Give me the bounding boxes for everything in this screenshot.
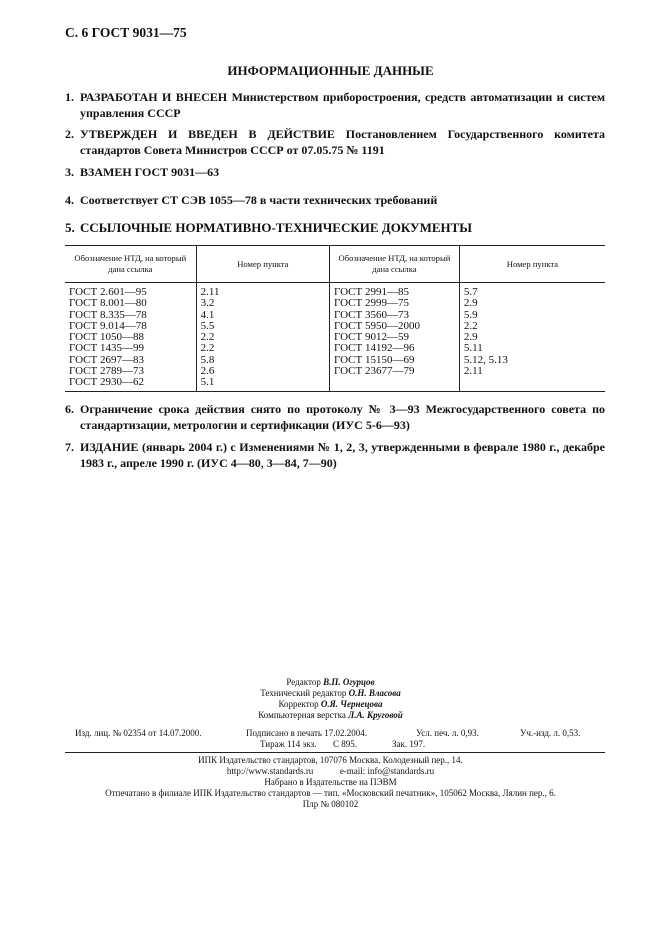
cell-clause: 2.2 xyxy=(463,319,478,332)
item-lead: ССЫЛОЧНЫЕ НОРМАТИВНО-ТЕХНИЧЕСКИЕ ДОКУМЕНТЫ xyxy=(80,220,473,235)
corrector-credit xyxy=(0,699,661,710)
cell-ntd: ГОСТ 23677—79 xyxy=(330,366,460,377)
table-row xyxy=(65,283,605,299)
tech-editor-credit xyxy=(0,688,661,699)
item-number: 5. xyxy=(65,220,75,235)
license-info: Изд. лиц. № 02354 от 14.07.2000. xyxy=(75,728,202,738)
table-header-row xyxy=(65,246,605,283)
info-item-4 xyxy=(65,193,605,209)
cell-ntd xyxy=(330,377,460,391)
website-link[interactable]: http://www.standards.ru xyxy=(226,766,314,776)
table-row xyxy=(65,366,605,377)
cell-ntd: ГОСТ 1050—88 xyxy=(65,332,196,343)
cell-ntd: ГОСТ 8.001—80 xyxy=(65,298,196,309)
layout-credit xyxy=(0,710,661,721)
cell-ntd: ГОСТ 9012—59 xyxy=(330,332,460,343)
info-item-7 xyxy=(65,440,605,471)
item-text: (январь 2004 г.) с Изменениями № 1, 2, 3, утвержденными в феврале 1980 г., декабре 1983 г., апреле 1990 г. (ИУС 4—80, 3—84, 7—90) xyxy=(80,440,605,470)
table-row xyxy=(65,298,605,309)
cell-clause: 2.11 xyxy=(463,365,483,378)
info-item-3 xyxy=(65,165,605,181)
order-number: Зак. 197. xyxy=(392,739,426,749)
cell-clause: 5.7 xyxy=(463,286,478,298)
cell-clause: 5.12, 5.13 xyxy=(463,353,508,366)
cell-ntd: ГОСТ 2930—62 xyxy=(65,377,196,391)
page-title: ИНФОРМАЦИОННЫЕ ДАННЫЕ xyxy=(227,63,434,78)
item-lead: ВЗАМЕН ГОСТ 9031—63 xyxy=(80,165,220,179)
cell-clause: 2.9 xyxy=(463,297,478,310)
credit-role: Корректор xyxy=(278,699,319,709)
cell-ntd: ГОСТ 8.335—78 xyxy=(65,310,196,321)
item-text: Ограничение срока действия снято по протоколу № 3—93 Межгосударственного совета по стандартизации, метрологии и сертификации (ИУС 5-6—93) xyxy=(80,402,605,432)
publisher-sheets: Уч.-изд. л. 0,53. xyxy=(520,728,581,738)
cell-clause: 5.11 xyxy=(463,342,483,355)
cell-ntd: ГОСТ 2999—75 xyxy=(330,298,460,309)
cell-clause: 5.9 xyxy=(463,308,478,321)
credit-role: Технический редактор xyxy=(260,688,347,698)
cell-clause: 2.2 xyxy=(196,332,329,343)
col-header-ntd-right: Обозначение НТД, на который дана ссылка xyxy=(330,246,460,283)
cell-ntd: ГОСТ 3560—73 xyxy=(330,310,460,321)
item-number: 1. xyxy=(65,90,74,104)
cell-clause: 2.9 xyxy=(463,331,478,344)
col-header-clause-right: Номер пункта xyxy=(459,246,605,283)
info-item-2 xyxy=(65,127,605,158)
credit-name: Л.А. Круговой xyxy=(348,710,403,720)
plr-number: Плр № 080102 xyxy=(302,799,359,809)
order-code: С 895. xyxy=(333,739,358,749)
credit-name: В.П. Огурцов xyxy=(323,677,375,687)
item-number: 2. xyxy=(65,127,74,141)
cell-ntd: ГОСТ 14192—96 xyxy=(330,343,460,354)
credit-role: Компьютерная верстка xyxy=(258,710,346,720)
cell-clause xyxy=(459,377,605,391)
cell-ntd: ГОСТ 1435—99 xyxy=(65,343,196,354)
item-lead: РАЗРАБОТАН И ВНЕСЕН xyxy=(80,90,228,104)
info-item-6 xyxy=(65,402,605,433)
item-number: 7. xyxy=(65,440,74,454)
cell-clause: 5.1 xyxy=(196,377,329,391)
email-link[interactable]: e-mail: info@standards.ru xyxy=(339,766,435,776)
cell-ntd: ГОСТ 2.601—95 xyxy=(65,283,196,299)
cell-clause: 4.1 xyxy=(196,310,329,321)
item-lead: ИЗДАНИЕ xyxy=(80,440,139,454)
publisher-address: ИПК Издательство стандартов, 107076 Москва, Колодезный пер., 14. xyxy=(198,755,463,765)
editor-credit xyxy=(0,677,661,688)
item-text: Соответствует СТ СЭВ 1055—78 в части технических требований xyxy=(80,193,438,207)
cell-clause: 5.8 xyxy=(196,355,329,366)
page-header: С. 6 ГОСТ 9031—75 xyxy=(65,25,187,40)
cell-ntd: ГОСТ 15150—69 xyxy=(330,355,460,366)
info-item-1 xyxy=(65,90,605,121)
cell-clause: 2.6 xyxy=(196,366,329,377)
credit-name: О.Н. Власова xyxy=(348,688,401,698)
publisher-contacts xyxy=(0,766,661,777)
references-table xyxy=(65,245,605,392)
item-text: Постановлением Государственного комитета стандартов Совета Министров СССР от 07.05.75 № 1191 xyxy=(80,127,606,157)
cell-clause: 5.5 xyxy=(196,321,329,332)
cell-ntd: ГОСТ 5950—2000 xyxy=(330,321,460,332)
item-number: 3. xyxy=(65,165,74,179)
typeset-note: Набрано в Издательстве на ПЭВМ xyxy=(264,777,397,787)
item-number: 6. xyxy=(65,402,74,416)
item-text: Министерством приборостроения, средств автоматизации и систем управления СССР xyxy=(80,90,606,120)
credit-name: О.Я. Чернецова xyxy=(320,699,383,709)
table-row xyxy=(65,377,605,391)
cell-clause: 3.2 xyxy=(196,298,329,309)
item-number: 4. xyxy=(65,193,74,207)
cell-clause: 2.11 xyxy=(196,283,329,299)
item-lead: УТВЕРЖДЕН И ВВЕДЕН В ДЕЙСТВИЕ xyxy=(80,127,335,141)
print-run: Тираж 114 экз. xyxy=(260,739,317,749)
info-item-5 xyxy=(65,220,605,236)
footer-divider xyxy=(65,752,605,753)
signed-date: Подписано в печать 17.02.2004. xyxy=(246,728,368,738)
cell-ntd: ГОСТ 2697—83 xyxy=(65,355,196,366)
cell-ntd: ГОСТ 2991—85 xyxy=(330,283,460,299)
col-header-ntd-left: Обозначение НТД, на который дана ссылка xyxy=(65,246,196,283)
print-sheets: Усл. печ. л. 0,93. xyxy=(416,728,479,738)
col-header-clause-left: Номер пункта xyxy=(196,246,329,283)
credit-role: Редактор xyxy=(286,677,321,687)
cell-clause: 2.2 xyxy=(196,343,329,354)
printed-note: Отпечатано в филиале ИПК Издательство стандартов — тип. «Московский печатник», 105062 Москва, Лялин пер., 6. xyxy=(105,788,556,798)
cell-ntd: ГОСТ 2789—73 xyxy=(65,366,196,377)
cell-ntd: ГОСТ 9.014—78 xyxy=(65,321,196,332)
